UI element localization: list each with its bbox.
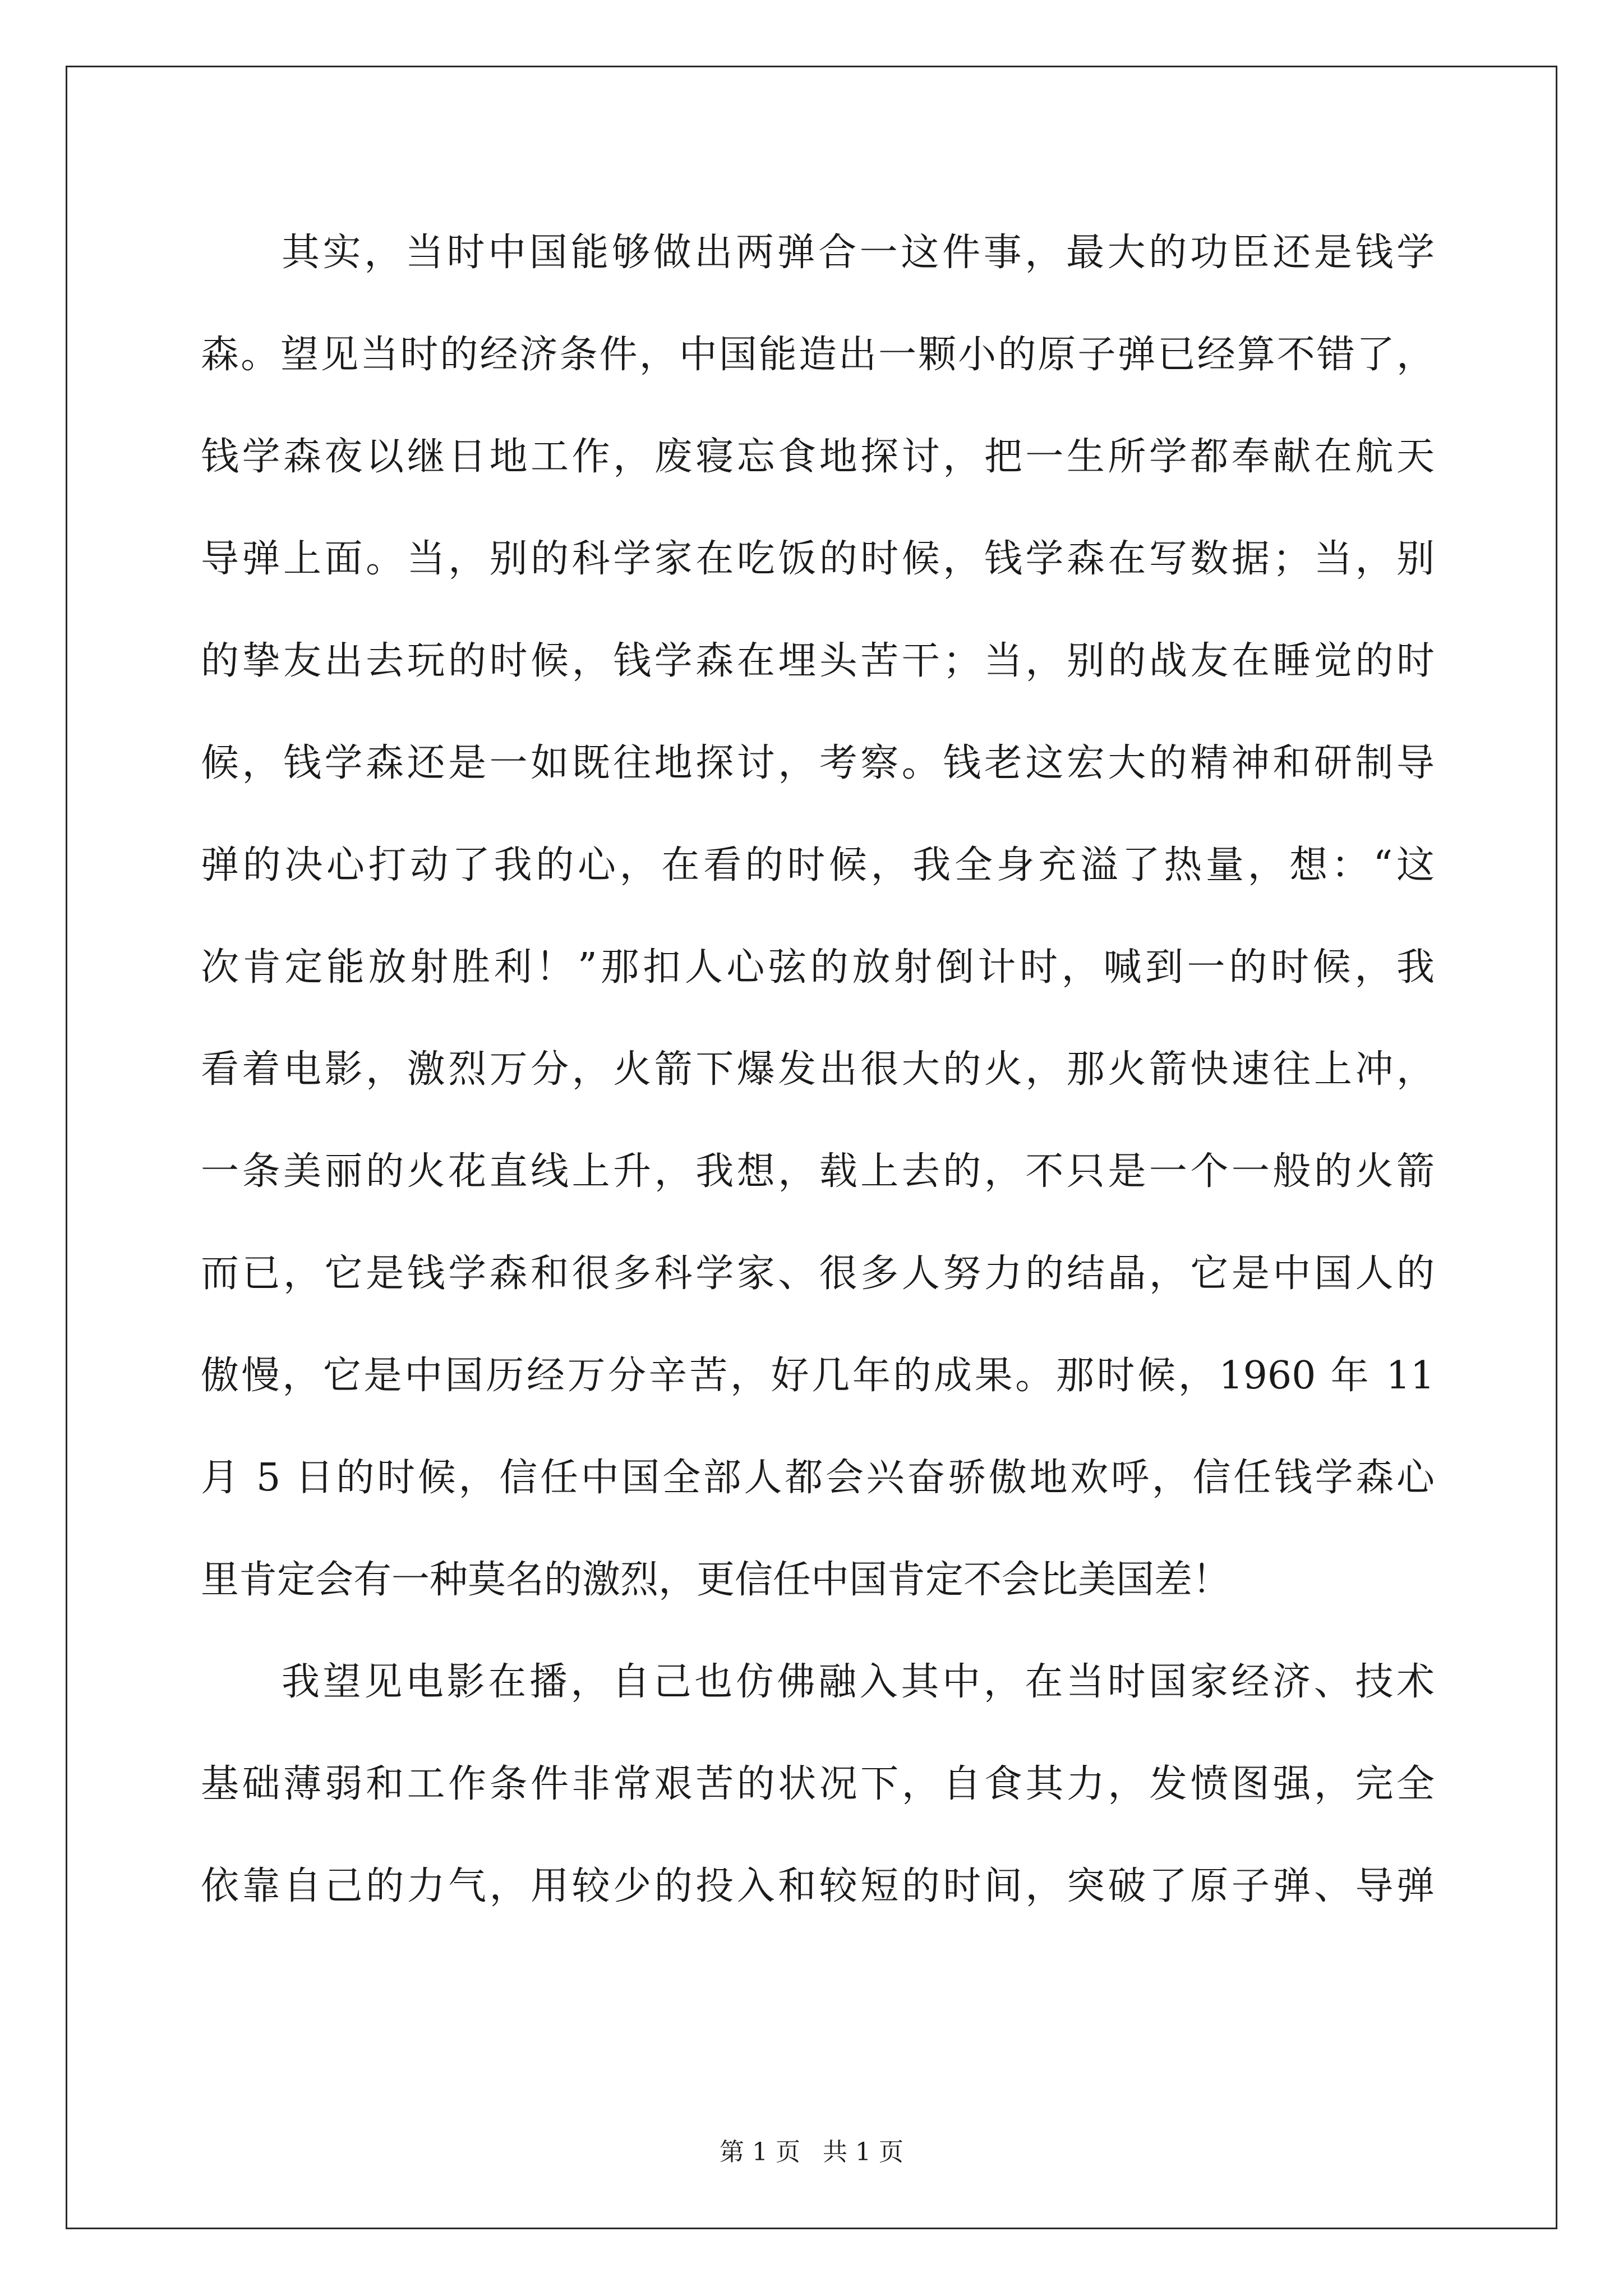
text-line: 次肯定能放射胜利！”那扣人心弦的放射倒计时，喊到一的时候，我 (201, 945, 1435, 990)
text-line: 一条美丽的火花直线上升，我想，载上去的，不只是一个一般的火箭 (201, 1149, 1435, 1194)
page-footer (0, 2132, 1623, 2168)
text-line: 里肯定会有一种莫名的激烈，更信任中国肯定不会比美国差！ (201, 1558, 1231, 1602)
text-line: 导弹上面。当，别的科学家在吃饭的时候，钱学森在写数据；当，别 (201, 537, 1435, 581)
text-line: 傲慢，它是中国历经万分辛苦，好几年的成果。那时候，1960 年 11 (201, 1354, 1435, 1398)
text-line: 钱学森夜以继日地工作，废寝忘食地探讨，把一生所学都奉献在航天 (201, 435, 1435, 479)
text-line: 依靠自己的力气，用较少的投入和较短的时间，突破了原子弹、导弹 (201, 1864, 1435, 1908)
text-line: 而已，它是钱学森和很多科学家、很多人努力的结晶，它是中国人的 (201, 1251, 1435, 1296)
text-line: 候，钱学森还是一如既往地探讨，考察。钱老这宏大的精神和研制导 (201, 741, 1435, 785)
page-number: 第 1 页 (720, 2138, 800, 2166)
text-line: 看着电影，激烈万分，火箭下爆发出很大的火，那火箭快速往上冲， (201, 1047, 1435, 1092)
document-body (201, 202, 1435, 1938)
text-line: 我望见电影在播，自己也仿佛融入其中，在当时国家经济、技术 (282, 1660, 1435, 1704)
text-line: 基础薄弱和工作条件非常艰苦的状况下，自食其力，发愤图强，完全 (201, 1762, 1435, 1806)
text-line: 弹的决心打动了我的心，在看的时候，我全身充溢了热量，想：“这 (201, 843, 1435, 887)
text-line: 月 5 日的时候，信任中国全部人都会兴奋骄傲地欢呼，信任钱学森心 (201, 1456, 1435, 1500)
text-line: 森。望见当时的经济条件，中国能造出一颗小的原子弹已经算不错了， (201, 333, 1435, 377)
text-line: 的挚友出去玩的时候，钱学森在埋头苦干；当，别的战友在睡觉的时 (201, 639, 1435, 683)
text-line: 其实，当时中国能够做出两弹合一这件事，最大的功臣还是钱学 (282, 231, 1435, 275)
page-total: 共 1 页 (823, 2138, 903, 2166)
